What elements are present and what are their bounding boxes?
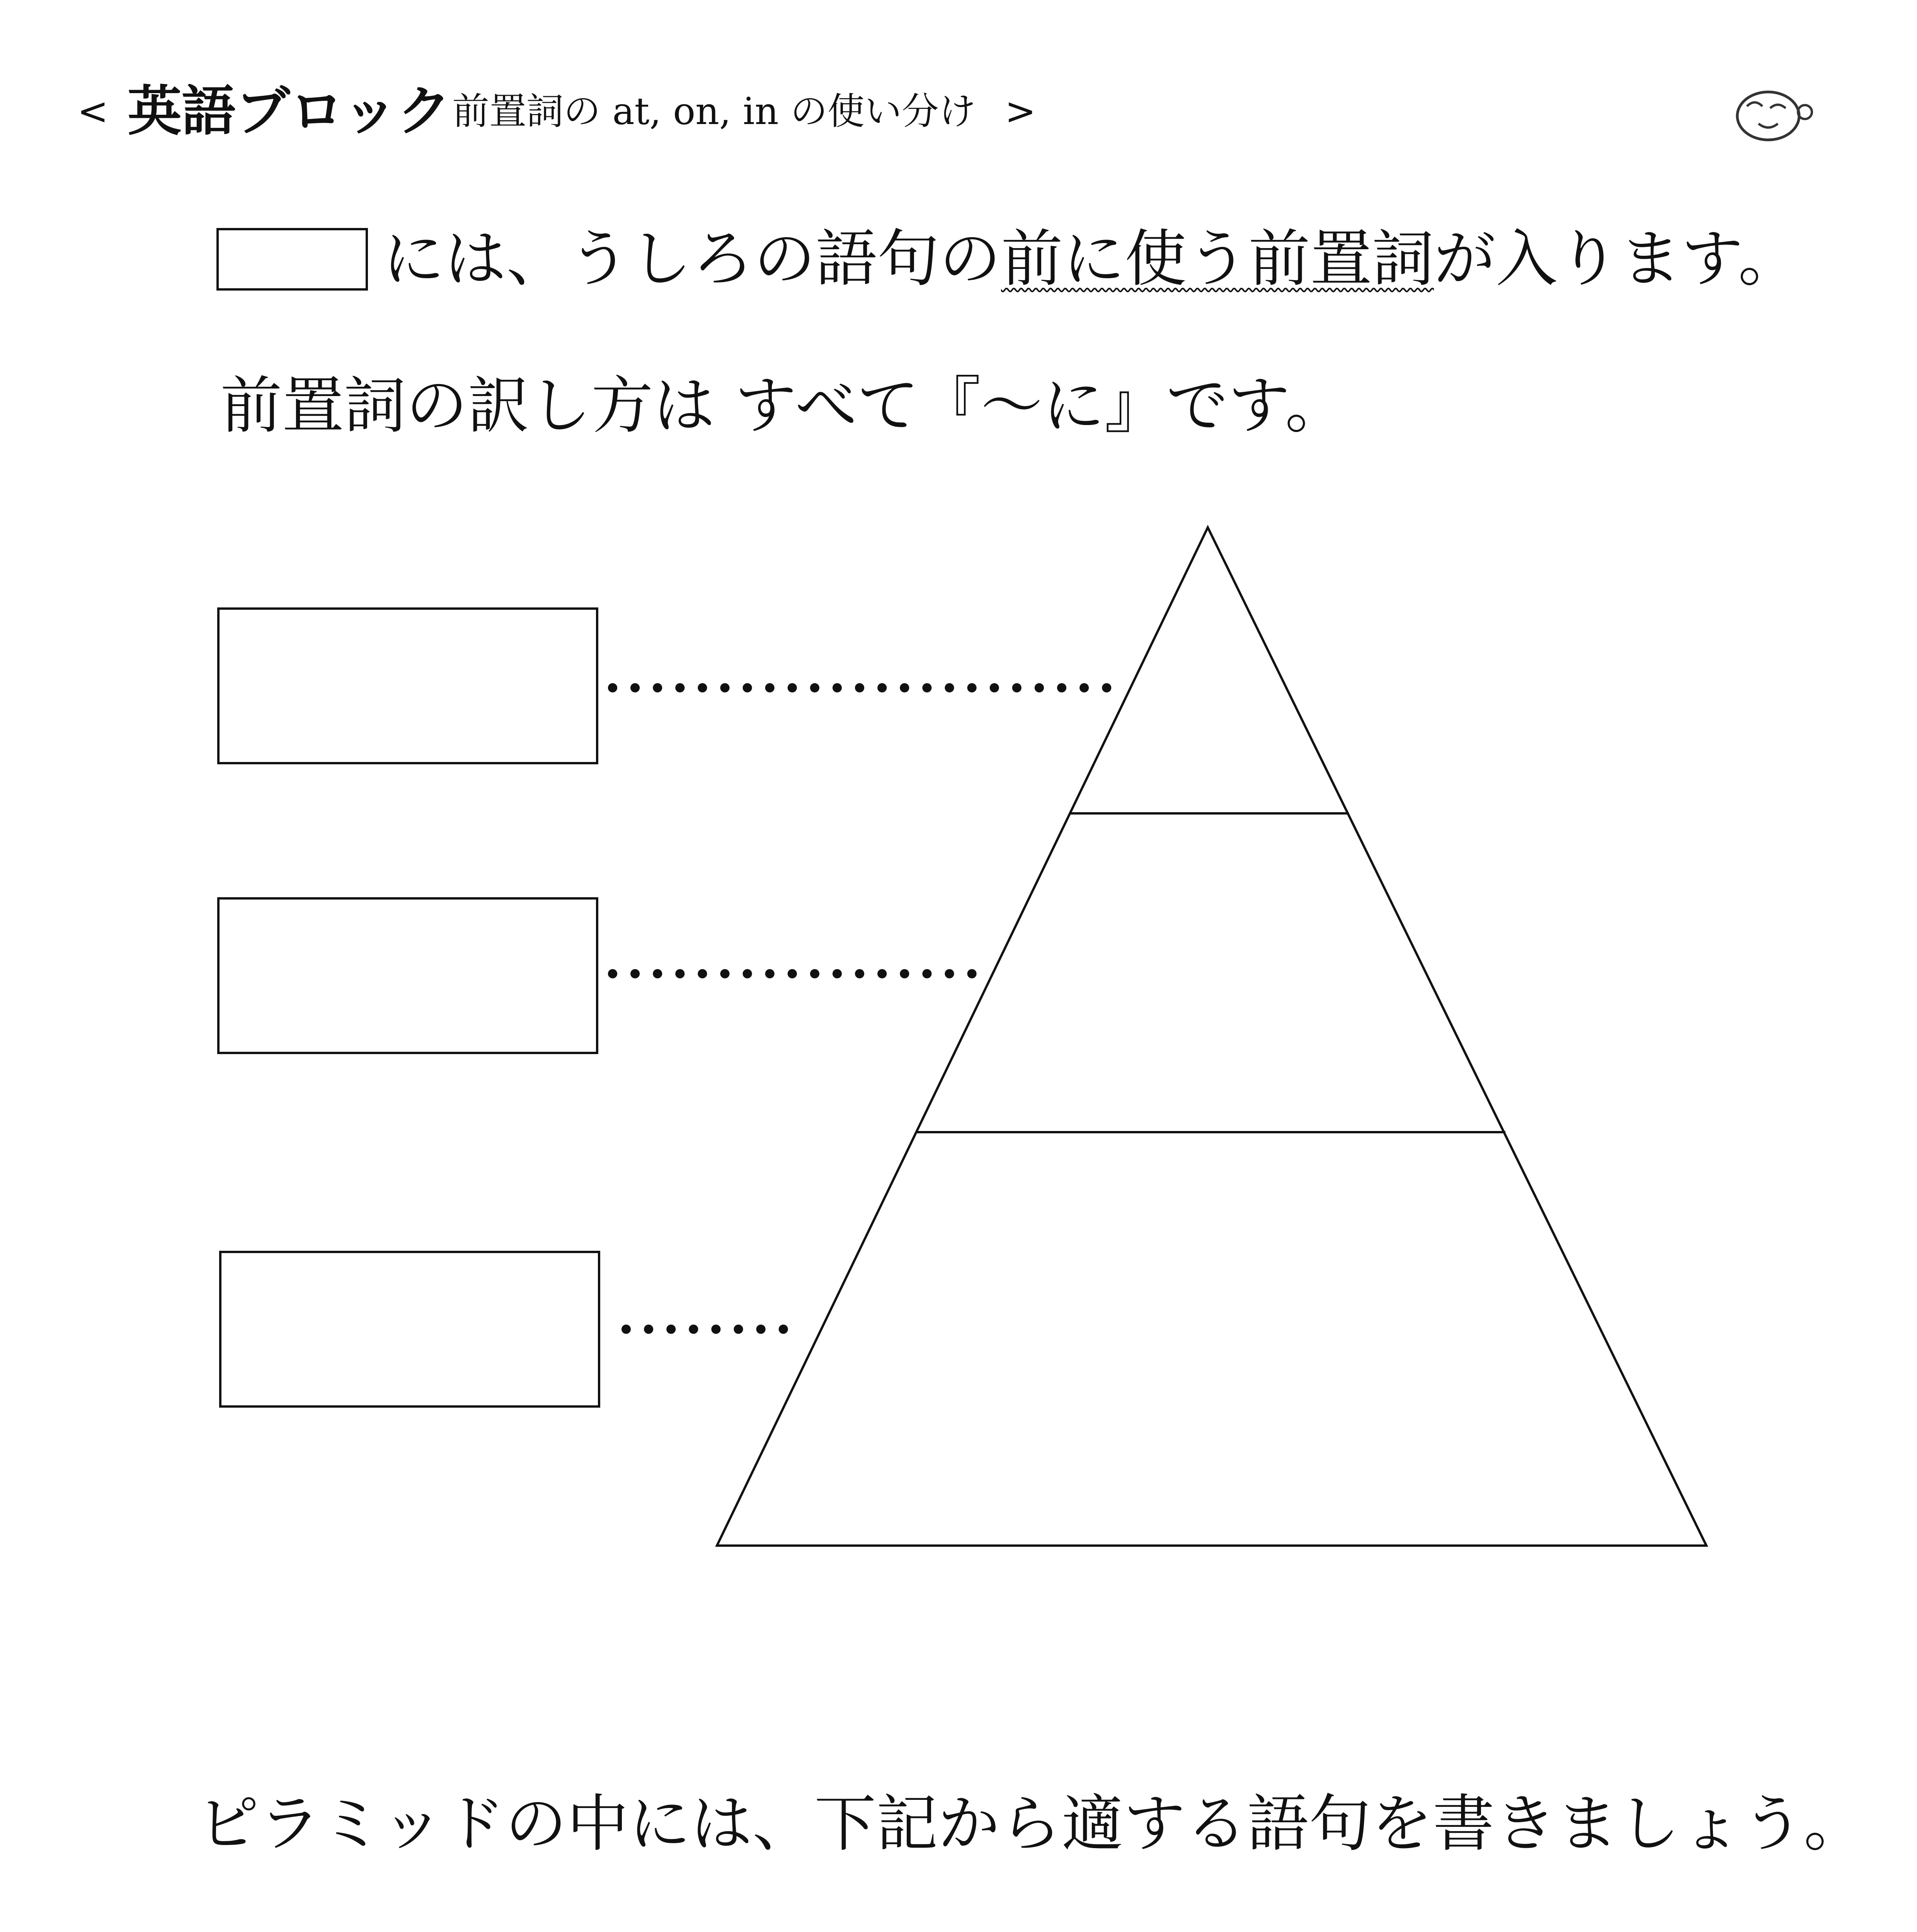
answer-box-bottom (220, 1252, 599, 1406)
brand-logo-text: 英語ブロック (128, 80, 451, 143)
header-open-bracket: < (77, 90, 109, 133)
answer-box-middle (218, 898, 597, 1053)
worksheet-subtitle: 前置詞の at, on, in の使い分け (452, 90, 976, 133)
pyramid-outline (717, 527, 1706, 1546)
instruction-line-2: 前置詞の訳し方は すべて『〜に』です。 (220, 369, 1347, 442)
answer-box-top (218, 609, 597, 763)
header-close-bracket: > (1005, 90, 1036, 133)
instruction-line-1-underlined: 前に使う前置詞 (1001, 223, 1434, 295)
instruction-line-1-a: には、うしろの語句の (383, 223, 1001, 295)
instruction-line-1-b: が入ります。 (1434, 223, 1800, 295)
instruction-line-3: ピラミッドの中には、下記から適する語句を書きましょう。 (197, 1787, 1866, 1860)
